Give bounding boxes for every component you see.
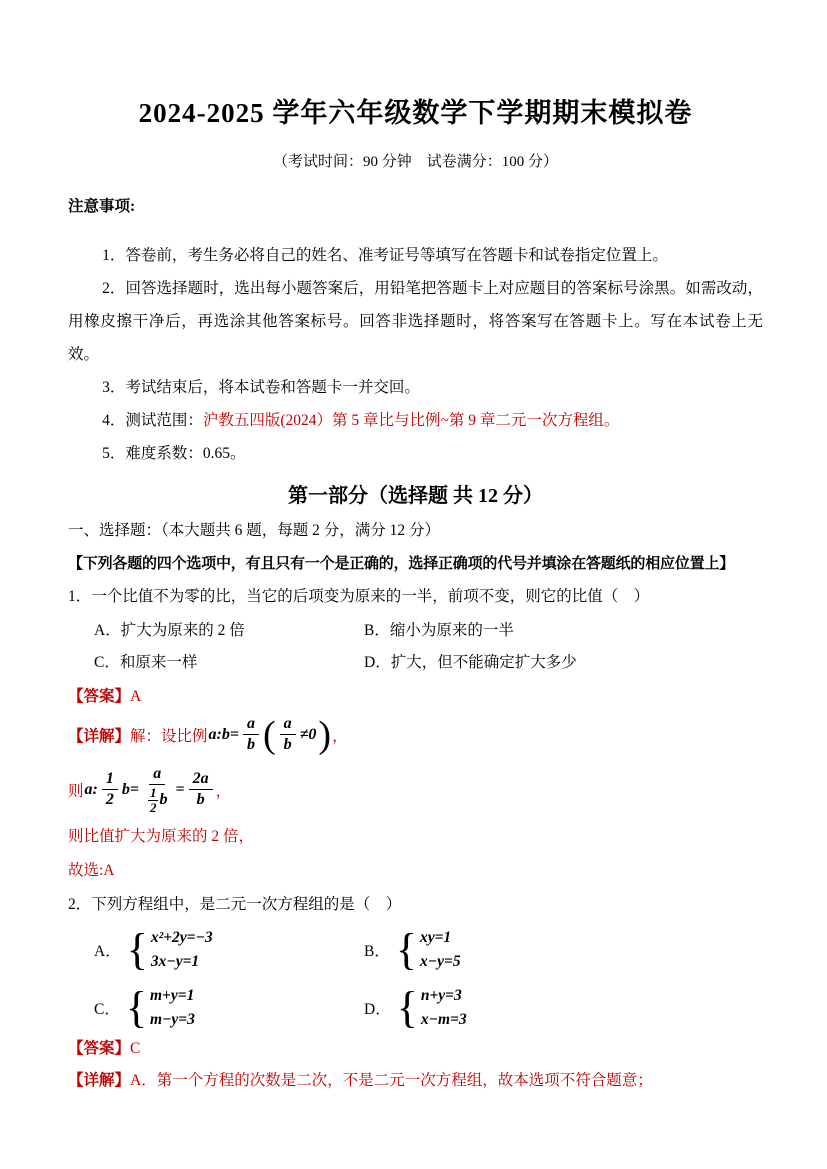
question-1-stem: 1．一个比值不为零的比，当它的后项变为原来的一半，前项不变，则它的比值（ ） — [68, 587, 650, 605]
comma: ， — [332, 727, 348, 745]
comma: ， — [215, 782, 232, 800]
fraction-2a-over-b: $\frac{2a}{b}$ — [189, 770, 213, 809]
equation: 3x−y=1 — [150, 952, 200, 970]
question-1-options — [94, 621, 763, 673]
option-label: A． — [94, 942, 121, 960]
q2-answer-value: C — [130, 1039, 141, 1057]
explain-tag: 【详解】 — [68, 727, 131, 745]
equation: x−m=3 — [420, 1010, 467, 1028]
then-label: 则 — [68, 782, 84, 800]
system-brace: { — [396, 982, 418, 1032]
choice-instruction: 【下列各题的四个选项中，有且只有一个是正确的，选择正确项的代号并填涂在答题纸的相应位置上】 — [68, 555, 735, 572]
q2-option-c — [94, 982, 364, 1034]
system-brace: { — [126, 924, 148, 974]
fraction-one-half: $\frac{1}{2}$ — [102, 770, 118, 809]
fraction-a-over-b: $\frac{a}{b}$ — [243, 715, 259, 754]
q1-explanation-line-1 — [68, 712, 763, 758]
test-scope-label: 4．测试范围： — [102, 411, 203, 429]
equation: n+y=3 — [420, 986, 462, 1004]
question-2-stem: 2．下列方程组中，是二元一次方程组的是（ ） — [68, 895, 402, 913]
equation: m−y=3 — [149, 1010, 195, 1028]
q1-option-a: A．扩大为原来的 2 倍 — [94, 621, 245, 639]
q1-explanation-line-3: 则比值扩大为原来的 2 倍， — [68, 827, 255, 845]
section-subheading: 一、选择题：（本大题共 6 题，每题 2 分，满分 12 分） — [68, 521, 441, 539]
q2-explanation-text: A．第一个方程的次数是二次，不是二元一次方程组，故本选项不符合题意； — [130, 1071, 653, 1089]
answer-tag: 【答案】 — [68, 687, 131, 705]
equation: x−y=5 — [419, 952, 461, 970]
math-expression-derivation — [84, 765, 216, 815]
q2-option-b — [364, 924, 763, 976]
question-2-options — [94, 924, 763, 1034]
notice-item-2: 2．回答选择题时，选出每小题答案后，用铅笔把答题卡上对应题目的答案标号涂黑。如需改动，用橡皮擦干净后，再选涂其他答案标号。回答非选择题时，将答案写在答题卡上。写在本试卷上无效。 — [68, 279, 763, 363]
document-content — [0, 96, 827, 1092]
exam-info-line: （考试时间：90 分钟 试卷满分：100 分） — [272, 154, 558, 170]
q1-explanation-line-2 — [68, 760, 763, 820]
q1-option-b: B．缩小为原来的一半 — [364, 621, 514, 639]
q2-option-a — [94, 924, 364, 976]
system-brace: { — [125, 982, 147, 1032]
q2-option-d — [364, 982, 763, 1034]
q1-answer-line — [68, 686, 763, 708]
equation: m+y=1 — [149, 986, 195, 1004]
notice-item-5: 5．难度系数：0.65。 — [102, 444, 246, 462]
q1-option-d: D．扩大，但不能确定扩大多少 — [364, 653, 577, 671]
q1-option-c: C．和原来一样 — [94, 653, 198, 671]
section-heading: 第一部分（选择题 共 12 分） — [288, 484, 543, 507]
q1-answer-value: A — [130, 687, 142, 705]
equation: x²+2y=−3 — [150, 928, 213, 946]
nested-fraction-one-half: $\frac{1}{2}$ — [149, 784, 157, 815]
notice-item-1: 1．答卷前，考生务必将自己的姓名、准考证号等填写在答题卡和试卷指定位置上。 — [102, 246, 668, 264]
explain-intro: 解：设比例 — [130, 727, 208, 745]
right-paren: ) — [318, 713, 332, 756]
option-label: B． — [364, 942, 390, 960]
equals-sign: = — [175, 780, 185, 798]
explain-tag: 【详解】 — [68, 1071, 131, 1089]
math-token: a: — [84, 780, 98, 798]
q1-conclusion-line: 故选:A — [68, 861, 115, 879]
notices-heading: 注意事项: — [68, 198, 136, 215]
equation: xy=1 — [419, 928, 452, 946]
fraction-a-over-half-b: a $\frac{1}{2}$ b — [149, 764, 168, 815]
not-equal-zero: ≠0 — [299, 725, 317, 743]
system-brace: { — [395, 924, 417, 974]
q2-answer-line — [68, 1038, 763, 1060]
math-token: b= — [121, 780, 139, 798]
notice-item-3: 3．考试结束后，将本试卷和答题卡一并交回。 — [102, 378, 420, 396]
fraction-a-over-b-2: $\frac{a}{b}$ — [280, 715, 296, 754]
option-label: D． — [364, 1000, 391, 1018]
q2-explanation-line — [68, 1070, 763, 1092]
math-token: a:b= — [208, 725, 239, 743]
math-expression-ratio — [208, 715, 333, 754]
answer-tag: 【答案】 — [68, 1039, 131, 1057]
test-scope-value: 沪教五四版(2024）第 5 章比与比例~第 9 章二元一次方程组。 — [202, 411, 620, 429]
notices-block — [68, 190, 763, 470]
option-label: C． — [94, 1000, 120, 1018]
notice-item-4 — [68, 404, 763, 437]
left-paren: ( — [262, 713, 276, 756]
page-title: 2024-2025 学年六年级数学下学期期末模拟卷 — [138, 98, 693, 128]
